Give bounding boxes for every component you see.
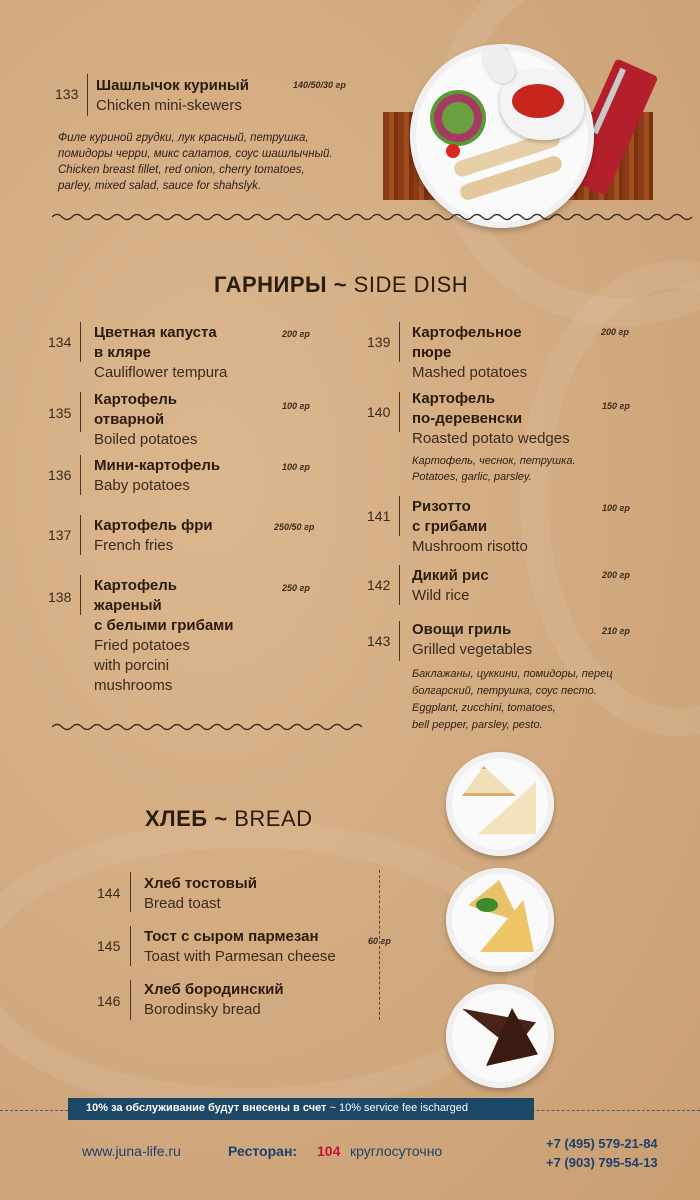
section-title-separator: ~ — [214, 806, 228, 831]
cherry-tomato-image — [446, 144, 460, 158]
item-divider — [130, 926, 131, 966]
item-number: 145 — [97, 938, 121, 954]
item-name-ru: Хлеб тостовый — [144, 875, 257, 892]
item-divider — [87, 74, 88, 116]
item-divider — [80, 322, 81, 362]
menu-item-fried-potatoes — [94, 576, 234, 696]
section-title-bread — [145, 806, 313, 832]
menu-item-wild-rice — [412, 566, 489, 606]
item-divider — [399, 565, 400, 605]
service-fee-banner — [68, 1098, 534, 1120]
item-divider — [399, 322, 400, 362]
item-name-ru: Тост с сыром пармезан — [144, 928, 319, 945]
item-name-ru: Картофель по-деревенски — [412, 390, 523, 427]
item-name-ru: Шашлычок куриный — [96, 77, 249, 94]
item-divider — [80, 515, 81, 555]
bread-weight: 60 гр — [368, 936, 391, 946]
herb-garnish-image — [476, 898, 498, 912]
item-number: 134 — [48, 334, 72, 350]
sauce-image — [512, 84, 564, 118]
item-name-en: Mashed potatoes — [412, 364, 528, 381]
item-name-ru: Хлеб бородинский — [144, 981, 284, 998]
item-number: 146 — [97, 993, 121, 1009]
item-description: Баклажаны, цуккини, помидоры, перец болгарский, петрушка, соус песто. Eggplant, zucchini, tomatoes, bell pepper, parsley, pesto. — [412, 668, 613, 731]
item-number: 144 — [97, 885, 121, 901]
section-title-ru: ХЛЕБ — [145, 806, 208, 831]
wavy-divider — [52, 212, 372, 222]
website-link[interactable]: www.juna-life.ru — [82, 1143, 181, 1159]
item-divider — [399, 392, 400, 432]
item-weight: 100 гр — [282, 401, 310, 411]
item-name-en: Grilled vegetables — [412, 641, 533, 658]
menu-item-cauliflower — [94, 323, 227, 383]
item-weight: 210 гр — [602, 626, 630, 636]
item-weight: 250 гр — [282, 583, 310, 593]
item-name-en: Baby potatoes — [94, 477, 190, 494]
item-number: 138 — [48, 589, 72, 605]
item-number: 143 — [367, 633, 391, 649]
item-divider — [80, 455, 81, 495]
item-description: Филе куриной грудки, лук красный, петрушка, помидоры черри, микс салатов, соус шашлычный. Chicken breast fillet, red onion, cherry tomatoes, parley, mixed salad, sauce for shahslyk. — [58, 132, 333, 192]
service-fee-en: ~ 10% service fee ischarged — [329, 1102, 468, 1114]
item-name-en: Fried potatoes with porcini mushrooms — [94, 637, 190, 694]
salad-image — [430, 90, 486, 146]
wavy-divider — [52, 722, 364, 732]
section-title-en: SIDE DISH — [353, 272, 469, 297]
item-weight: 140/50/30 гр — [293, 80, 346, 90]
phone-number[interactable]: +7 (903) 795-54-13 — [546, 1155, 658, 1170]
item-number: 139 — [367, 334, 391, 350]
restaurant-hours: круглосуточно — [350, 1143, 443, 1159]
item-divider — [80, 575, 81, 615]
item-divider — [130, 872, 131, 912]
service-fee-ru: 10% за обслуживание будут внесены в счет — [86, 1102, 327, 1114]
menu-item-mushroom-risotto — [412, 497, 528, 557]
bread-toast-plate-image — [446, 752, 554, 856]
item-number: 141 — [367, 508, 391, 524]
item-weight: 200 гр — [602, 570, 630, 580]
section-title-separator: ~ — [333, 272, 348, 297]
item-number: 140 — [367, 404, 391, 420]
menu-item-borodinsky-bread — [144, 980, 284, 1020]
phone-number[interactable]: +7 (495) 579-21-84 — [546, 1136, 658, 1151]
item-name-ru: Картофель фри — [94, 517, 213, 534]
item-name-en: Chicken mini-skewers — [96, 97, 242, 114]
item-weight: 150 гр — [602, 401, 630, 411]
item-name-en: French fries — [94, 537, 174, 554]
item-name-en: Borodinsky bread — [144, 1001, 261, 1018]
restaurant-number: 104 — [317, 1143, 341, 1159]
menu-item-potato-wedges — [412, 389, 570, 449]
item-name-ru: Картофельное пюре — [412, 324, 522, 361]
item-weight: 100 гр — [282, 462, 310, 472]
section-title-en: BREAD — [234, 806, 313, 831]
item-name-en: Bread toast — [144, 895, 221, 912]
item-divider — [130, 980, 131, 1020]
item-weight: 250/50 гр — [274, 522, 315, 532]
item-name-en: Cauliflower tempura — [94, 364, 228, 381]
item-divider — [399, 496, 400, 536]
wavy-divider — [372, 212, 700, 222]
item-number: 137 — [48, 527, 72, 543]
menu-item-french-fries — [94, 516, 213, 556]
menu-item-mashed-potatoes — [412, 323, 527, 383]
item-divider — [399, 621, 400, 661]
menu-item-grilled-vegetables — [412, 620, 532, 660]
item-name-en: Mushroom risotto — [412, 538, 528, 555]
section-title-ru: ГАРНИРЫ — [214, 272, 328, 297]
item-name-ru: Ризотто с грибами — [412, 498, 488, 535]
item-name-ru: Цветная капуста в кляре — [94, 324, 217, 361]
item-divider — [80, 392, 81, 432]
item-description: Картофель, чеснок, петрушка. Potatoes, garlic, parsley. — [412, 455, 576, 483]
item-number: 135 — [48, 405, 72, 421]
menu-item-parmesan-toast — [144, 927, 336, 967]
item-weight: 200 гр — [282, 329, 310, 339]
item-name-en: Wild rice — [412, 587, 470, 604]
item-name-en: Toast with Parmesan cheese — [144, 948, 336, 965]
item-number: 142 — [367, 577, 391, 593]
item-name-ru: Овощи гриль — [412, 621, 512, 638]
menu-item-boiled-potatoes — [94, 390, 197, 450]
section-title-side-dish — [214, 272, 468, 298]
menu-item-bread-toast — [144, 874, 257, 914]
restaurant-label: Ресторан: — [228, 1143, 298, 1159]
item-name-ru: Картофель отварной — [94, 391, 177, 428]
item-number: 133 — [55, 86, 79, 102]
background-swirl — [0, 820, 536, 1116]
item-name-ru: Мини-картофель — [94, 457, 221, 474]
item-name-en: Roasted potato wedges — [412, 430, 570, 447]
item-weight: 100 гр — [602, 503, 630, 513]
item-number: 136 — [48, 467, 72, 483]
item-weight: 200 гр — [601, 327, 629, 337]
item-name-en: Boiled potatoes — [94, 431, 198, 448]
item-name-ru: Дикий рис — [412, 567, 489, 584]
item-name-ru: Картофель жареный с белыми грибами — [94, 577, 234, 634]
menu-item-chicken-skewers — [96, 76, 249, 116]
menu-item-baby-potatoes — [94, 456, 220, 496]
